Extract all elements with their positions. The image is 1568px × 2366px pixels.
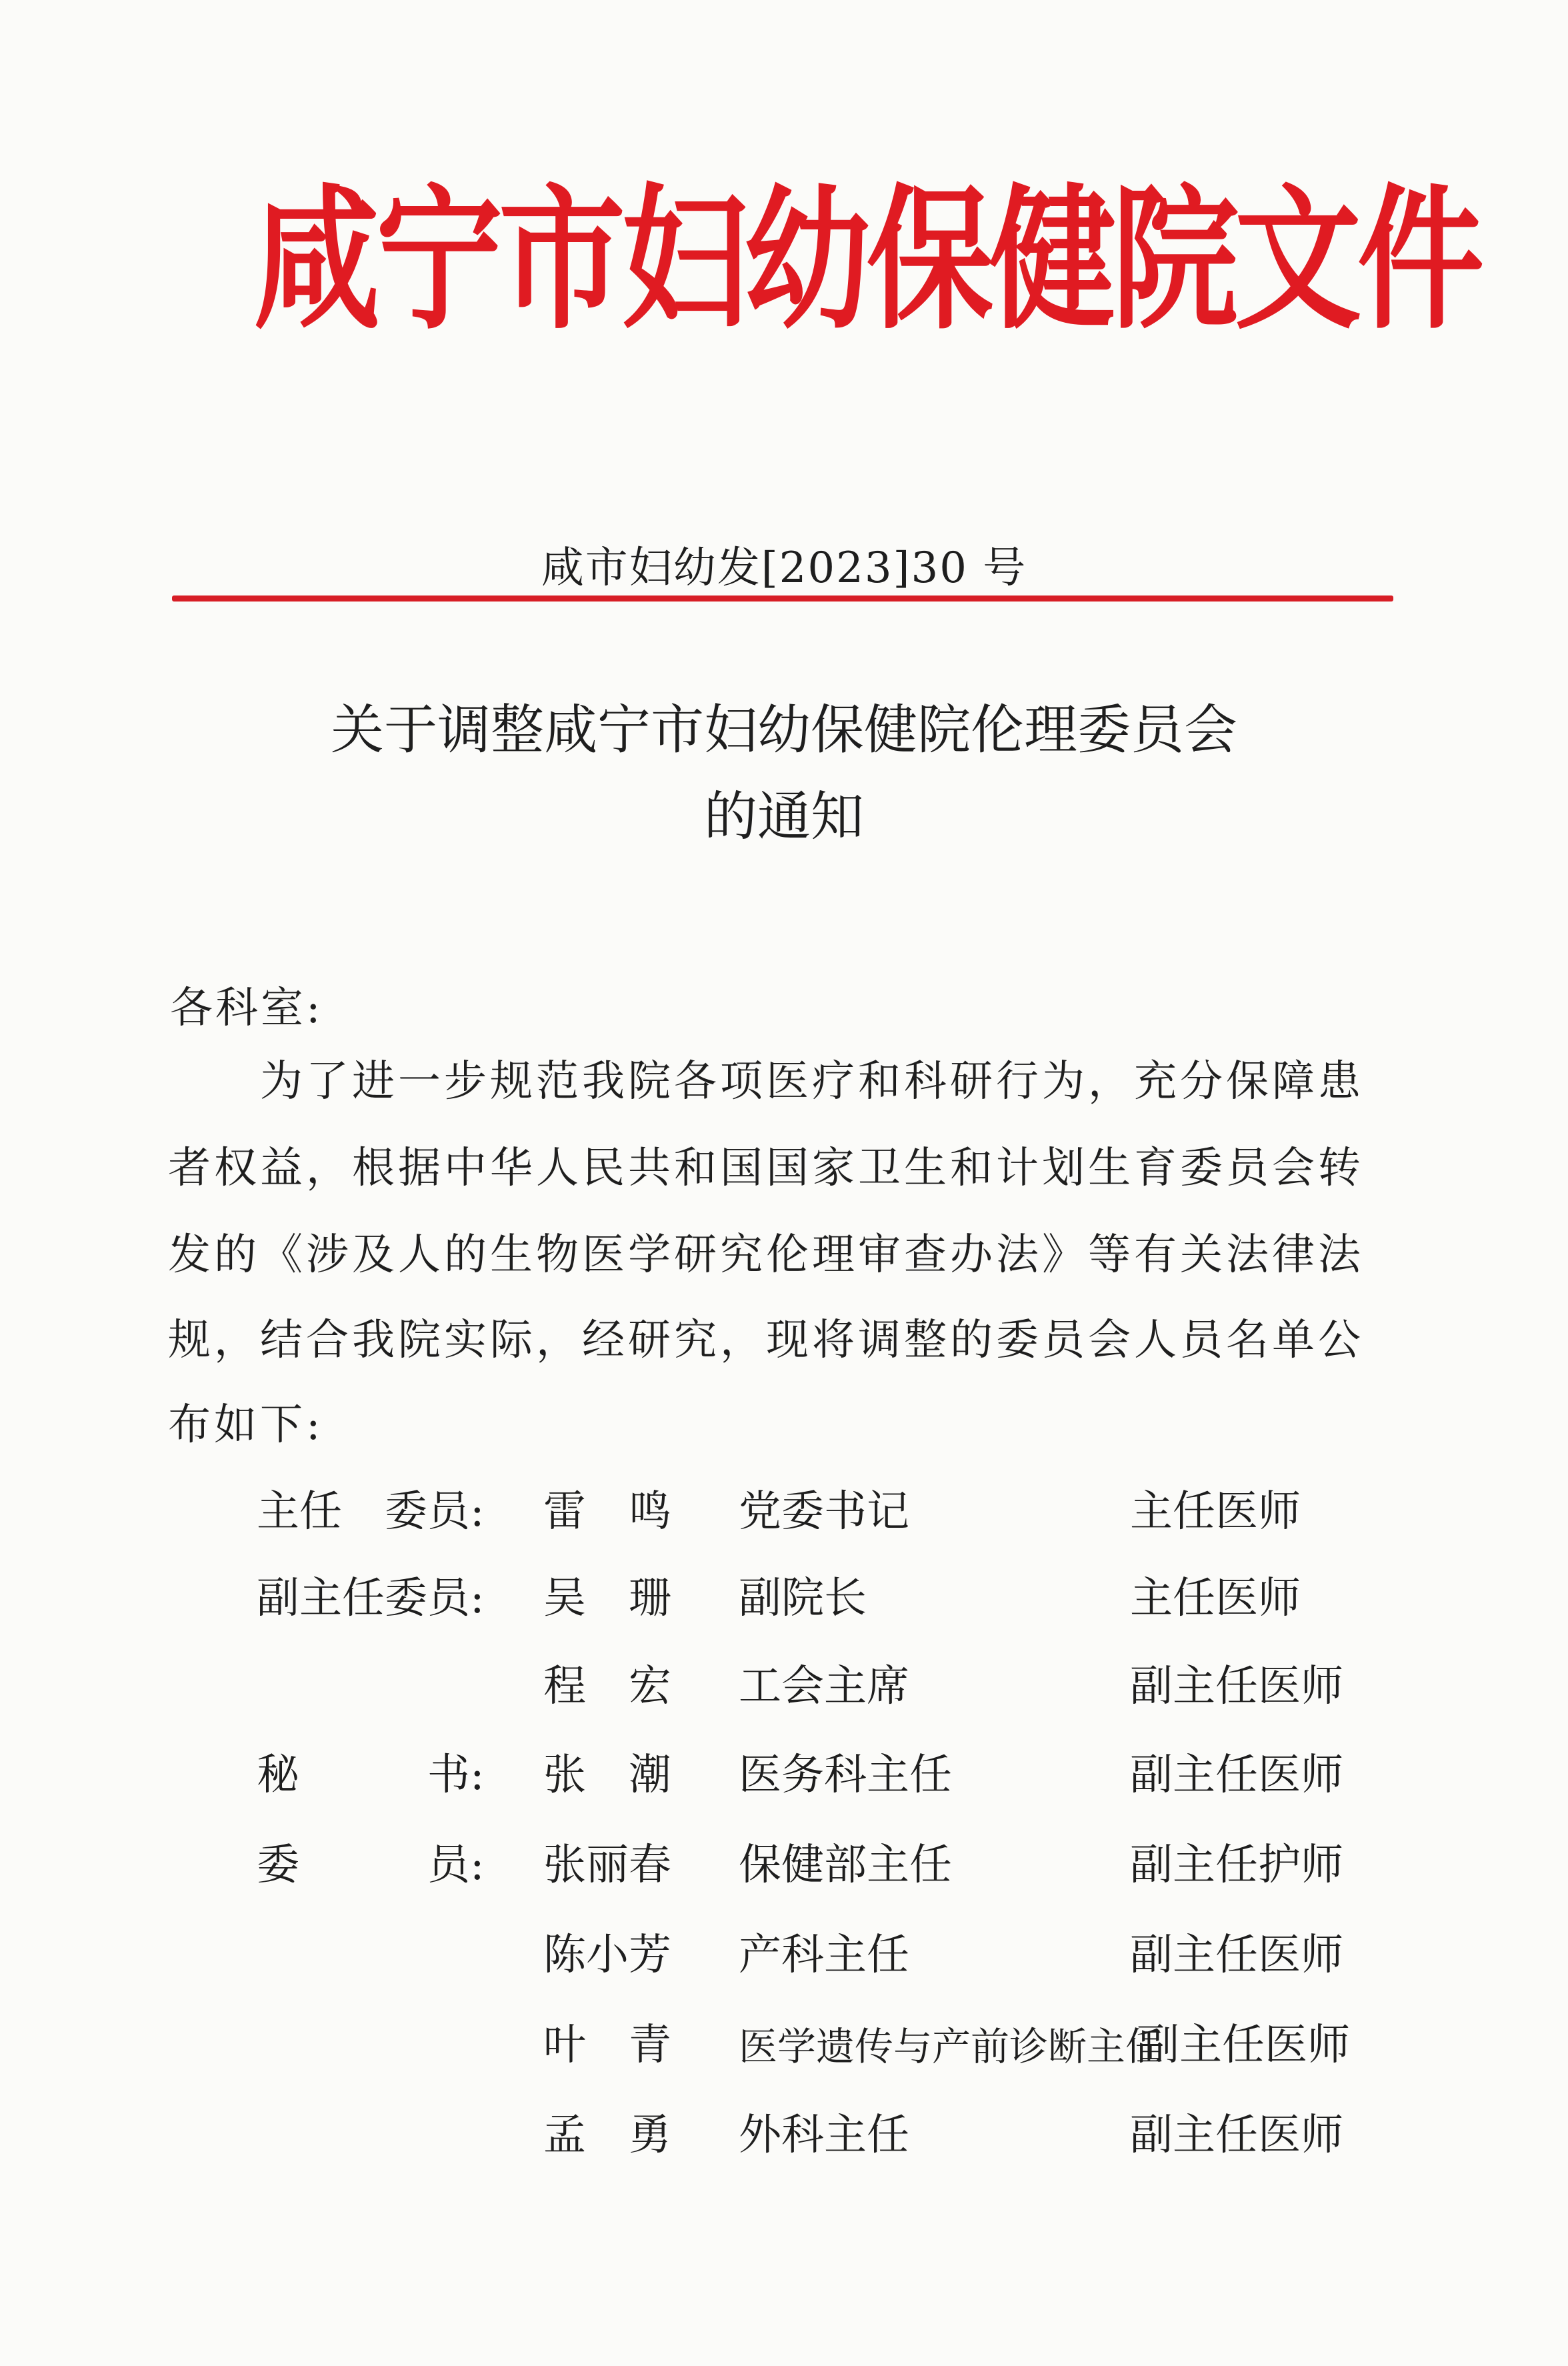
member-name: 陈小芳 — [543, 1931, 671, 1980]
member-role: 秘 书: — [257, 1750, 485, 1800]
body-line: 者权益，根据中华人民共和国国家卫生和计划生育委员会转 — [168, 1144, 1364, 1193]
notice-title-line-2: 的通知 — [704, 786, 864, 848]
member-position: 保健部主任 — [739, 1841, 952, 1890]
member-position: 工会主席 — [739, 1662, 909, 1711]
member-role: 副主任委员: — [257, 1574, 485, 1623]
member-position: 副院长 — [739, 1574, 867, 1623]
document-header-title: 咸宁市妇幼保健院文件 — [253, 170, 1481, 351]
member-name: 张丽春 — [543, 1841, 671, 1890]
member-name: 叶 青 — [543, 2021, 671, 2070]
body-line: 为了进一步规范我院各项医疗和科研行为，充分保障患 — [168, 1057, 1364, 1106]
member-title: 副主任医师 — [1130, 2111, 1343, 2160]
member-position: 党委书记 — [739, 1487, 909, 1536]
member-name: 吴 珊 — [543, 1574, 671, 1623]
member-title: 副主任医师 — [1130, 1931, 1343, 1980]
notice-title-line-1: 关于调整咸宁市妇幼保健院伦理委员会 — [331, 699, 1237, 761]
member-position: 医务科主任 — [739, 1750, 952, 1800]
member-position: 医学遗传与产前诊断主任 — [739, 2024, 1165, 2069]
member-title: 主任医师 — [1130, 1574, 1301, 1623]
member-title: 主任医师 — [1130, 1487, 1301, 1536]
member-name: 孟 勇 — [543, 2111, 671, 2160]
member-name: 程 宏 — [543, 1662, 671, 1711]
red-divider-line — [172, 596, 1393, 602]
member-role: 委 员: — [257, 1841, 485, 1890]
document-number: 咸市妇幼发[2023]30 号 — [541, 543, 1027, 593]
body-line: 规，结合我院实际，经研究，现将调整的委员会人员名单公 — [168, 1316, 1364, 1365]
member-title: 副主任医师 — [1130, 1662, 1343, 1711]
member-role: 主任 委员: — [257, 1487, 485, 1536]
body-line: 发的《涉及人的生物医学研究伦理审查办法》等有关法律法 — [168, 1230, 1364, 1280]
member-name: 张 潮 — [543, 1750, 671, 1800]
member-position: 产科主任 — [739, 1931, 909, 1980]
member-title: 副主任护师 — [1130, 1841, 1343, 1890]
member-name: 雷 鸣 — [543, 1487, 671, 1536]
salutation: 各科室: — [170, 984, 323, 1033]
member-position: 外科主任 — [739, 2111, 909, 2160]
body-line: 布如下: — [168, 1400, 324, 1450]
member-title: 副主任医师 — [1137, 2021, 1350, 2070]
member-title: 副主任医师 — [1130, 1750, 1343, 1800]
